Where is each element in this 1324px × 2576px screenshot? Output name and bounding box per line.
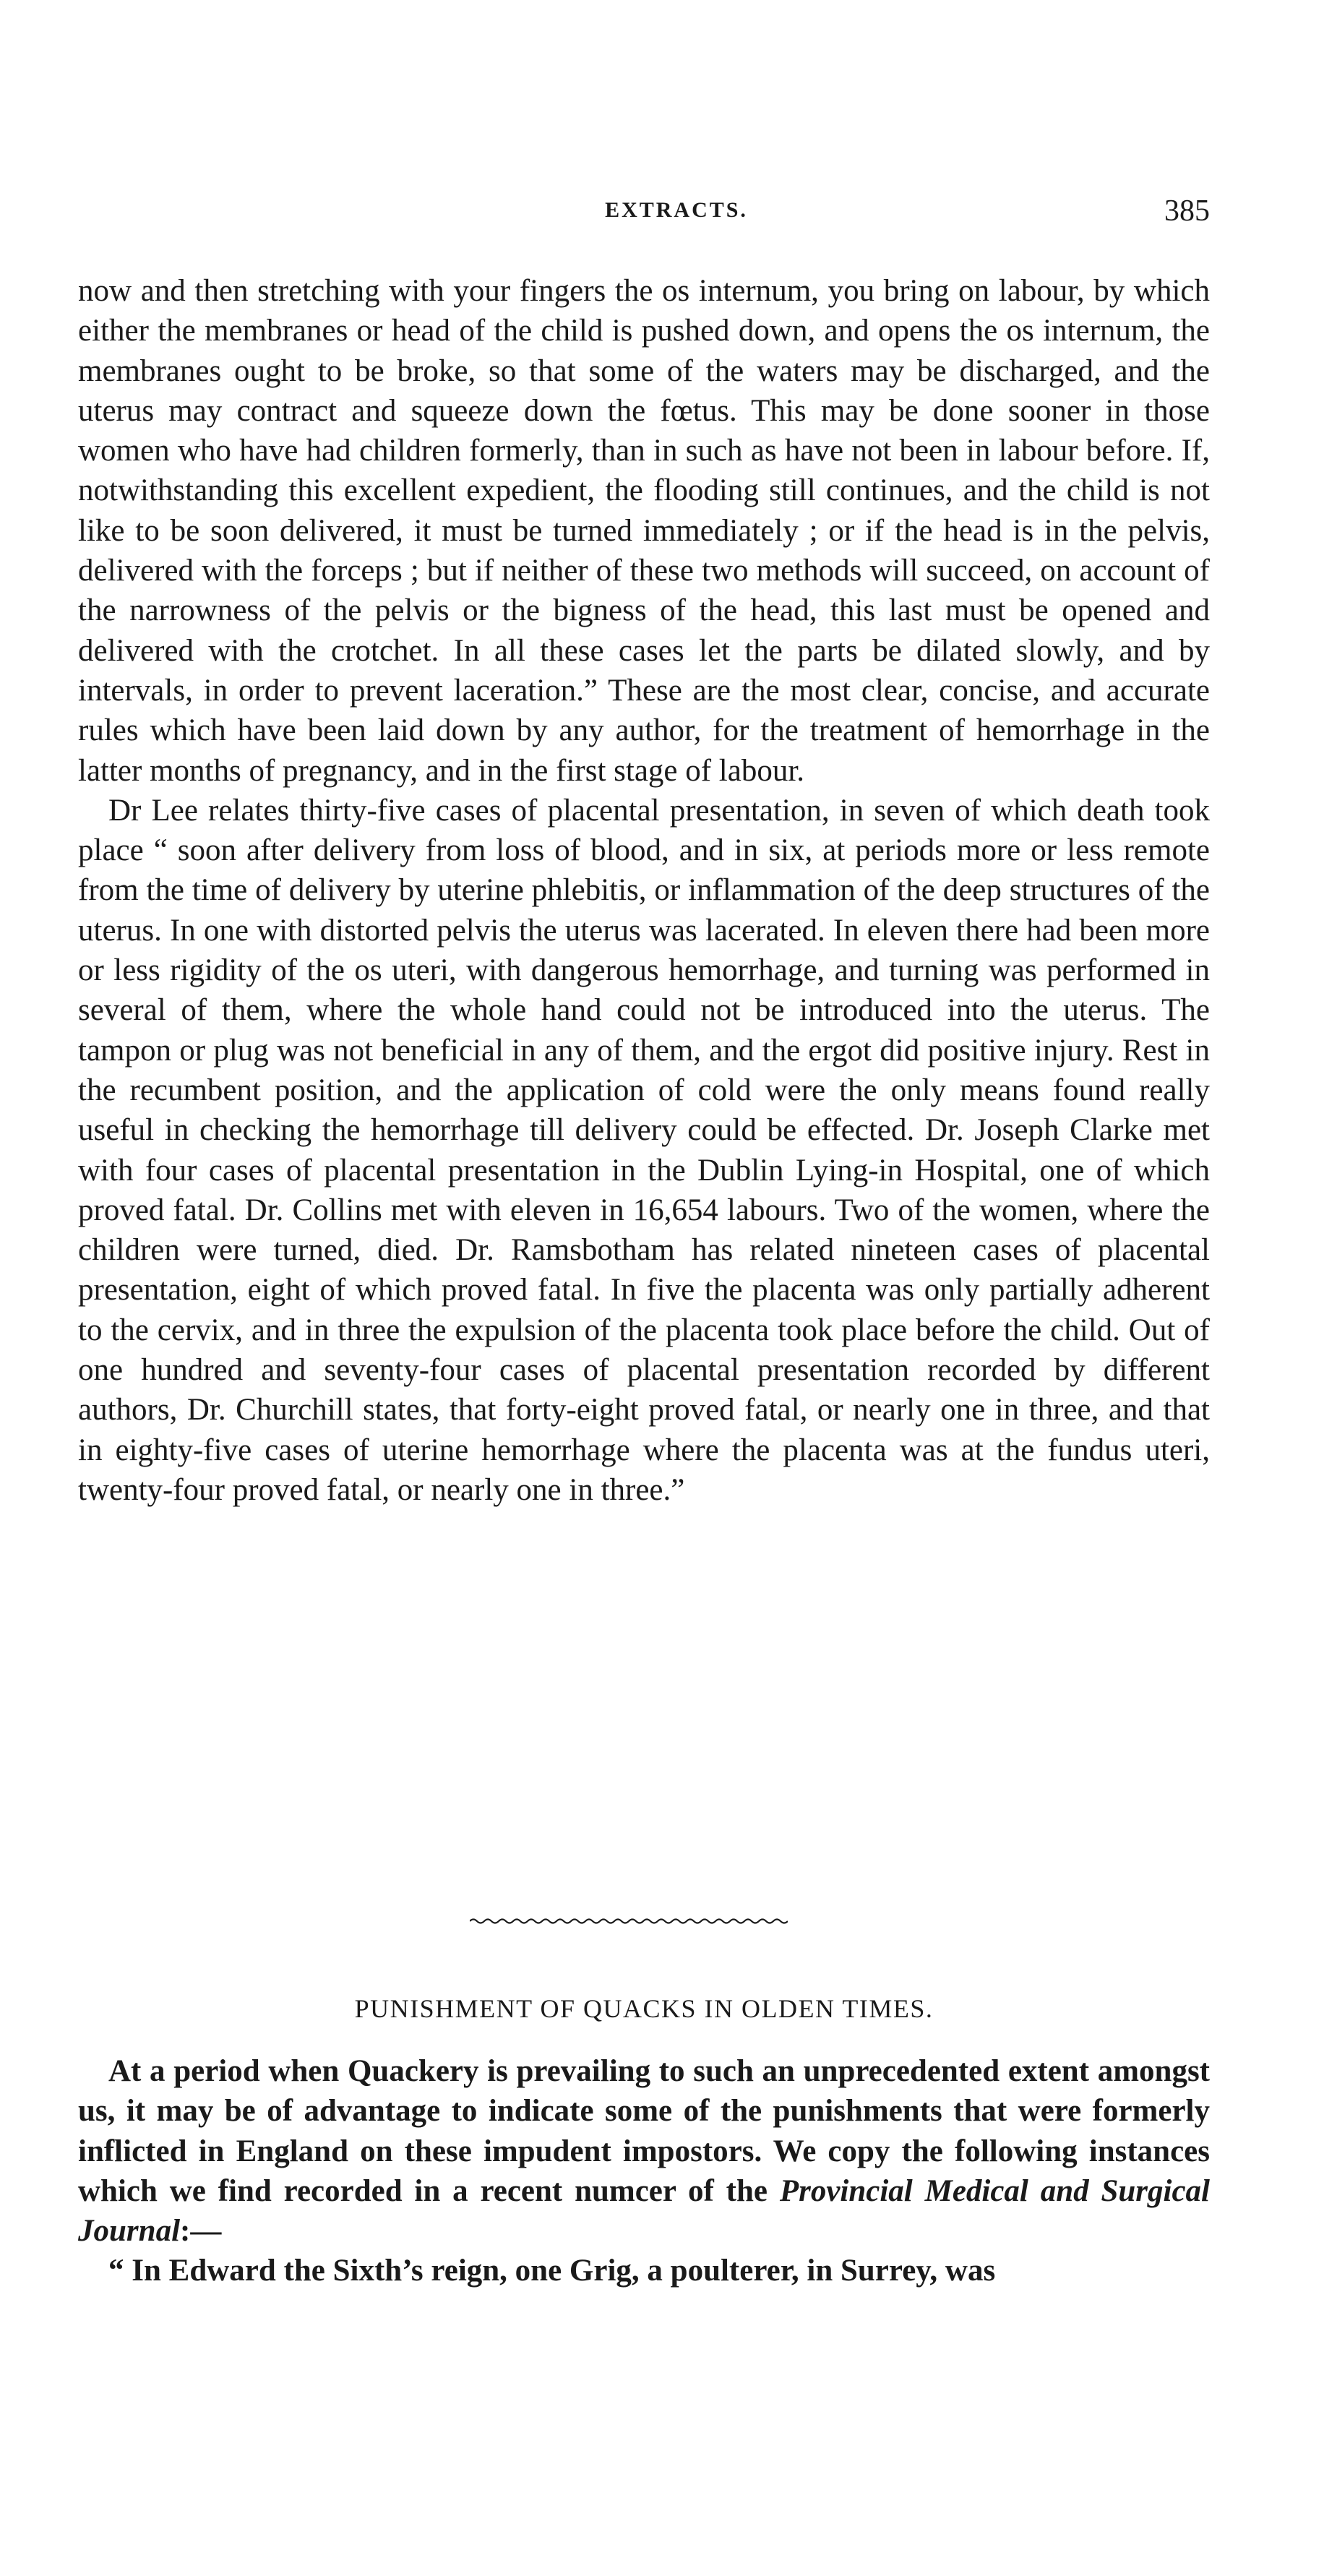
paragraph-continued: now and then stretching with your fingers the os internum, you bring on labour, by which either the membranes or head of the child is pushed down, and opens the os internum, the membranes ought to be broke, so that some of the waters may be discharged, and the uterus may contract and squeeze down the fœtus. This may be done sooner in those women who have had children formerly, than in such as have not been in labour before. If, notwithstanding this excellent expedient, the flooding still continues, and the child is not like to be soon delivered, it must be turned immediately ; or if the head is in the pelvis, delivered with the forceps ; but if neither of these two methods will succeed, on account of the narrowness of the pelvis or the bigness of the head, this last must be opened and delivered with the crotchet. In all these cases let the parts be dilated slowly, and by intervals, in order to prevent laceration.” These are the most clear, concise, and accurate rules which have been laid down by any author, for the treatment of hemorrhage in the latter months of pregnancy, and in the first stage of labour. [78,274,1210,788]
page-number: 385 [1164,194,1210,228]
paragraph-dr-lee: Dr Lee relates thirty-five cases of placental presentation, in seven of which death took place “ soon after delivery from loss of blood, and in six, at periods more or less remote from the time of delivery by uterine phlebitis, or inflammation of the deep structures of the uterus. In one with distorted pelvis the uterus was lacerated. In eleven there had been more or less rigidity of the os uteri, with dangerous hemorrhage, and turning was performed in several of them, where the whole hand could not be introduced into the uterus. The tampon or plug was not beneficial in any of them, and the ergot did positive injury. Rest in the recumbent position, and the application of cold were the only means found really useful in checking the hemorrhage till delivery could be effected. Dr. Joseph Clarke met with four cases of placental presentation in the Dublin Lying-in Hospital, one of which proved fatal. Dr. Collins met with eleven in 16,654 labours. Two of the women, where the children were turned, died. Dr. Ramsbotham has related nineteen cases of placental presentation, eight of which proved fatal. In five the placenta was only partially adherent to the cervix, and in three the expulsion of the placenta took place before the child. Out of one hundred and seventy-four cases of placental presentation recorded by different authors, Dr. Churchill states, that forty-eight proved fatal, or nearly one in three, and that in eighty-five cases of uterine hemorrhage where the placenta was at the fundus uteri, twenty-four proved fatal, or nearly one in three.” [78,793,1210,1507]
section-divider [470,1916,788,1926]
journal-title: Provincial Medical and Surgical Journal [78,2173,1210,2249]
section-paragraph-intro [78,2051,1210,2251]
intro-tail: :— [180,2214,222,2249]
section-paragraph-quote: “ In Edward the Sixth’s reign, one Grig, a poulterer, in Surrey, was [108,2254,996,2288]
section-heading: PUNISHMENT OF QUACKS IN OLDEN TIMES. [354,1994,934,2023]
intro-text: At a period when Quackery is prevailing to such an unprecedented extent amongst us, it may be of advantage to indicate some of the punishments that were formerly inflicted in England on these impudent impostors. We copy the following instances which we find recorded in a recent numcer of the [78,2054,1210,2208]
extract-body [78,271,1210,1510]
section-body [78,2051,1210,2291]
running-title: EXTRACTS. [605,198,748,222]
running-head [78,194,1210,230]
